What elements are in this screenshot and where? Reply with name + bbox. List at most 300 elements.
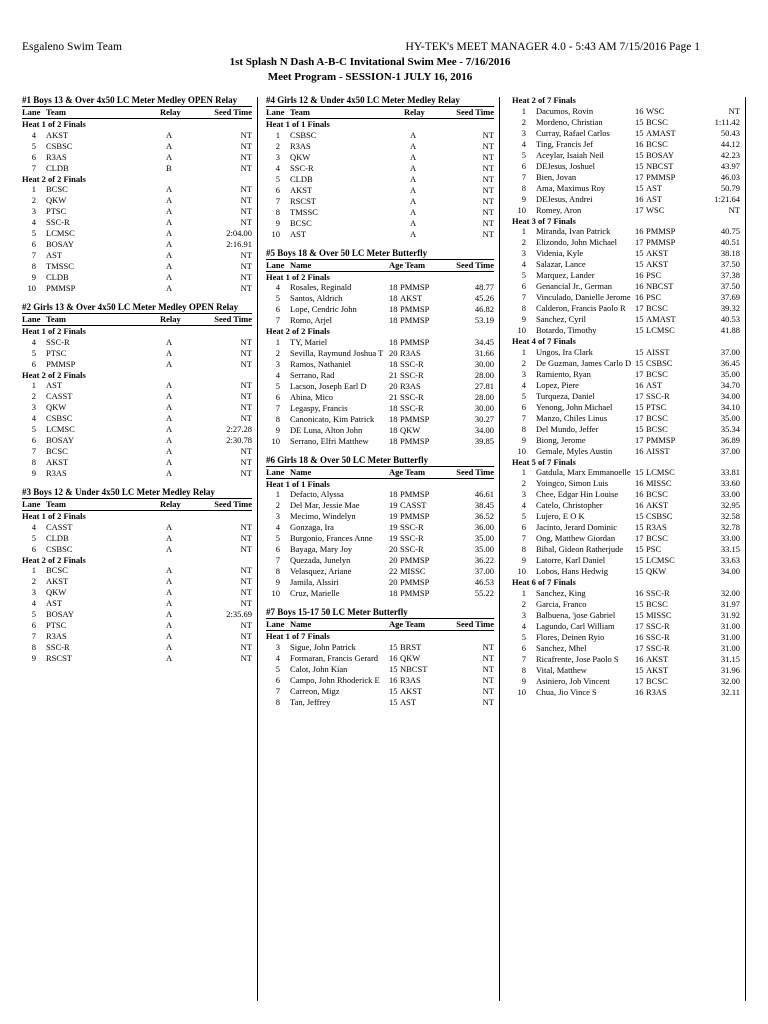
swimmer-age: 17 [635, 204, 644, 215]
lane-number: 5 [31, 228, 36, 238]
team-code: R3AS [646, 522, 667, 532]
lane-number: 6 [275, 674, 280, 685]
relay-letter: A [166, 435, 173, 445]
lane-number: 5 [275, 293, 280, 303]
swimmer-name: Ting, Francis Jef [536, 138, 594, 149]
seed-time: 42.23 [720, 149, 740, 160]
swimmer-age: 20 [389, 347, 398, 358]
lane-number: 9 [521, 314, 526, 324]
relay-letter: A [166, 347, 173, 358]
seed-time: NT [240, 250, 252, 260]
entry-row [266, 577, 494, 588]
seed-time: NT [482, 228, 494, 239]
swimmer-age: 16 [635, 631, 644, 642]
entry-row [512, 248, 740, 259]
seed-time: 28.00 [474, 369, 494, 380]
lane-number: 7 [521, 653, 526, 664]
swimmer-age: 15 [389, 685, 398, 696]
header-seed-time: Seed Time [214, 499, 252, 509]
entry-row [266, 315, 494, 326]
swimmer-age: 16 [635, 281, 644, 291]
seed-time: 1:11.42 [714, 116, 740, 127]
relay-letter: A [166, 402, 173, 412]
lane-number: 10 [517, 204, 526, 215]
entry-row [266, 425, 494, 436]
swimmer-name: Dacumos, Rovin [536, 105, 594, 116]
lane-number: 4 [275, 369, 280, 380]
seed-time: 34.70 [720, 379, 740, 390]
heat-label: Heat 1 of 1 Finals [266, 478, 330, 489]
lane-number: 1 [521, 226, 526, 236]
team-code: AKST [646, 259, 669, 269]
heat-label: Heat 1 of 7 Finals [266, 631, 330, 641]
swimmer-name: Gonzaga, Ira [290, 522, 334, 532]
team-code: PSC [646, 292, 662, 302]
lane-number: 10 [517, 686, 526, 697]
team-code: LCMSC [646, 325, 675, 335]
swimmer-name: Elizondo, John Michael [536, 237, 617, 247]
lane-number: 1 [275, 129, 280, 140]
entry-row [266, 229, 494, 240]
swimmer-age: 17 [635, 675, 644, 686]
lane-number: 6 [521, 281, 526, 291]
header-seed-time: Seed Time [456, 466, 494, 477]
team-code: BCSC [646, 675, 668, 686]
session-title: Meet Program - SESSION-1 JULY 16, 2016 [267, 71, 473, 83]
lane-number: 5 [521, 390, 526, 401]
lane-number: 10 [271, 588, 280, 598]
swimmer-name: DEJesus, Joshuel [536, 160, 596, 171]
software-stamp: HY-TEK's MEET MANAGER 4.0 - 5:43 AM 7/15/2016 Page 1 [405, 41, 700, 53]
seed-time: 46.82 [474, 304, 494, 314]
event-3 [22, 487, 252, 664]
entry-row [512, 380, 740, 391]
lane-number: 3 [31, 402, 36, 412]
lane-number: 10 [517, 325, 526, 335]
seed-time: 32.00 [720, 587, 740, 598]
relay-letter: A [166, 358, 173, 369]
lane-number: 5 [521, 511, 526, 521]
entry-row [266, 664, 494, 675]
seed-time: NT [482, 162, 494, 173]
swimmer-name: Mordeno, Christian [536, 116, 603, 127]
seed-time: NT [240, 402, 252, 412]
seed-time: 33.60 [720, 478, 740, 488]
event-title: #4 Girls 12 & Under 4x50 LC Meter Medley Relay [266, 95, 460, 105]
entry-row [512, 588, 740, 599]
entry-row [512, 358, 740, 369]
entry-row [22, 283, 252, 294]
team-code: BCSC [646, 489, 668, 499]
entry-row [512, 544, 740, 555]
swimmer-name: Balbuena, 'jose Gabriel [536, 609, 616, 620]
entry-row [512, 676, 740, 687]
entry-row [22, 217, 252, 228]
relay-letter: A [166, 217, 173, 227]
swimmer-name: Yenong, John Michael [536, 401, 613, 412]
entry-row [22, 348, 252, 359]
relay-letter: A [410, 217, 417, 228]
team-code: MISSC [646, 478, 672, 488]
team-code: AST [400, 696, 417, 707]
entry-row [266, 207, 494, 218]
swimmer-age: 15 [635, 566, 644, 576]
seed-time: 41.88 [720, 325, 740, 335]
lane-number: 9 [521, 555, 526, 565]
swimmer-age: 15 [635, 467, 644, 477]
seed-time: 30.27 [474, 413, 494, 424]
swimmer-age: 20 [389, 380, 398, 391]
header-name: Name [290, 619, 312, 629]
lane-number: 5 [31, 140, 36, 151]
lane-number: 3 [521, 248, 526, 258]
entry-row [266, 370, 494, 381]
relay-letter: A [166, 261, 173, 271]
event-title: #6 Girls 18 & Over 50 LC Meter Butterfly [266, 454, 429, 465]
seed-time: NT [240, 195, 252, 205]
seed-time: 38.18 [720, 248, 740, 258]
team-code: PSC [646, 270, 662, 280]
lane-number: 4 [521, 138, 526, 149]
header-lane: Lane [22, 314, 41, 324]
swimmer-name: Gatdula, Marx Emmanoelle [536, 467, 631, 477]
swimmer-age: 18 [389, 413, 398, 424]
entry-row [512, 478, 740, 489]
lane-number: 4 [521, 259, 526, 269]
seed-time: 35.34 [720, 423, 740, 434]
swimmer-name: Lope, Cendric John [290, 304, 357, 314]
header-relay: Relay [404, 107, 425, 117]
entry-row [22, 413, 252, 424]
team-code: AST [646, 379, 663, 390]
relay-letter: A [166, 272, 173, 282]
relay-letter: A [166, 576, 173, 586]
team-code: SSC-R [646, 620, 670, 631]
entry-row [512, 391, 740, 402]
entry-row [266, 511, 494, 522]
event-title: #3 Boys 12 & Under 4x50 LC Meter Medley Relay [22, 487, 215, 497]
lane-number: 5 [31, 532, 36, 543]
seed-time: 35.00 [720, 368, 740, 379]
lane-number: 9 [275, 577, 280, 587]
lane-number: 4 [31, 336, 36, 347]
lane-number: 9 [31, 272, 36, 282]
team-code: QKW [646, 566, 667, 576]
swimmer-age: 18 [389, 358, 398, 369]
lane-number: 5 [275, 533, 280, 543]
team-code: CSBSC [46, 543, 73, 554]
entry-row [266, 141, 494, 152]
seed-time: 36.22 [474, 555, 494, 565]
swimmer-name: Lopez, Piere [536, 379, 579, 390]
lane-number: 6 [521, 642, 526, 653]
lane-number: 5 [521, 631, 526, 642]
team-code: SSC-R [400, 391, 424, 402]
entry-row [266, 403, 494, 414]
column-divider [745, 97, 746, 1001]
entry-row [22, 391, 252, 402]
heat-label: Heat 2 of 7 Finals [512, 95, 576, 105]
swimmer-age: 16 [635, 489, 644, 499]
swimmer-name: Botardo, Timothy [536, 325, 597, 335]
swimmer-name: Catelo, Christopher [536, 500, 603, 510]
swimmer-age: 18 [389, 315, 398, 325]
relay-letter: A [166, 642, 173, 652]
lane-number: 5 [275, 173, 280, 184]
team-code: AST [46, 598, 63, 608]
team-code: SSC-R [646, 587, 670, 598]
team-code: R3AS [400, 674, 421, 685]
seed-time: NT [482, 129, 494, 140]
relay-letter: B [166, 162, 172, 173]
swimmer-name: Bien, Jovan [536, 171, 577, 182]
seed-time: 39.32 [720, 303, 740, 313]
swimmer-age: 16 [635, 500, 644, 510]
seed-time: 44.12 [720, 138, 740, 149]
team-code: PMMSP [400, 511, 430, 521]
entry-row [22, 261, 252, 272]
entry-row [512, 435, 740, 446]
lane-number: 6 [275, 544, 280, 554]
swimmer-name: Sanchez, Mhel [536, 642, 587, 653]
column-header [266, 618, 494, 631]
swimmer-age: 20 [389, 577, 398, 587]
seed-time: NT [240, 468, 252, 478]
team-code: TMSSC [46, 261, 74, 271]
team-code: SSC-R [400, 358, 424, 369]
swimmer-name: Bibal, Gideon Ratherjude [536, 544, 624, 554]
header-lane: Lane [22, 499, 41, 509]
entry-row [512, 643, 740, 654]
seed-time: NT [240, 358, 252, 369]
entry-row [22, 337, 252, 348]
relay-letter: A [166, 424, 173, 434]
swimmer-age: 15 [389, 641, 398, 652]
header-age-team: Age Team [389, 466, 426, 477]
entry-row [22, 565, 252, 576]
lane-number: 7 [31, 631, 36, 641]
team-code: AKST [400, 685, 423, 696]
entry-row [266, 522, 494, 533]
swimmer-age: 18 [389, 489, 398, 499]
seed-time: NT [240, 457, 252, 467]
swimmer-name: Del Mar, Jessie Mae [290, 500, 360, 510]
swimmer-age: 16 [635, 379, 644, 390]
swimmer-age: 18 [389, 588, 398, 598]
column-header [22, 498, 252, 511]
team-code: BOSAY [46, 609, 75, 619]
swimmer-name: Sanchez, Cyril [536, 314, 587, 324]
lane-number: 6 [275, 184, 280, 195]
seed-time: 37.38 [720, 270, 740, 280]
header-relay: Relay [160, 499, 181, 509]
seed-time: 39.85 [474, 435, 494, 446]
entry-row [266, 500, 494, 511]
seed-time: 33.00 [720, 489, 740, 499]
swimmer-name: Mecimo, Windelyn [290, 511, 356, 521]
lane-number: 5 [31, 424, 36, 434]
seed-time: 31.00 [720, 642, 740, 653]
lane-number: 10 [517, 445, 526, 456]
swimmer-age: 16 [389, 674, 398, 685]
lane-number: 9 [521, 434, 526, 445]
swimmer-name: Romey, Aron [536, 204, 582, 215]
seed-time: 35.00 [720, 412, 740, 423]
lane-number: 4 [275, 282, 280, 292]
team-code: PTSC [46, 206, 67, 216]
lane-number: 2 [275, 140, 280, 151]
entry-row [22, 141, 252, 152]
seed-time: 37.00 [720, 445, 740, 456]
heat-label: Heat 6 of 7 Finals [512, 577, 576, 587]
header-age-team: Age Team [389, 619, 426, 629]
header-name: Name [290, 466, 312, 477]
lane-number: 7 [31, 446, 36, 456]
lane-number: 2 [31, 195, 36, 205]
team-code: WSC [646, 204, 665, 215]
entry-row [266, 533, 494, 544]
swimmer-age: 15 [635, 401, 644, 412]
swimmer-name: Sigue, John Patrick [290, 641, 356, 652]
seed-time: 40.53 [720, 314, 740, 324]
team-code: SSC-R [400, 533, 424, 543]
seed-time: 40.51 [720, 237, 740, 247]
entry-row [512, 599, 740, 610]
swimmer-name: Chua, Jio Vince S [536, 686, 597, 697]
seed-time: 32.78 [720, 522, 740, 532]
team-code: BCSC [646, 598, 668, 609]
team-code: LCMSC [46, 424, 75, 434]
swimmer-name: Marquez, Lander [536, 270, 595, 280]
swimmer-age: 19 [389, 500, 398, 510]
relay-letter: A [166, 206, 173, 216]
lane-number: 4 [31, 521, 36, 532]
lane-number: 8 [31, 261, 36, 271]
entry-row [22, 250, 252, 261]
swimmer-age: 20 [389, 544, 398, 554]
seed-time: NT [240, 631, 252, 641]
seed-time: 2:30.78 [226, 435, 252, 445]
header-seed-time: Seed Time [456, 619, 494, 629]
swimmer-name: Serrano, Rad [290, 369, 335, 380]
seed-time: 37.50 [720, 259, 740, 269]
entry-row [266, 642, 494, 653]
entry-row [266, 686, 494, 697]
swimmer-age: 15 [635, 664, 644, 675]
team-code: R3AS [290, 140, 311, 151]
seed-time: 28.00 [474, 391, 494, 402]
team-code: QKW [46, 402, 67, 412]
seed-time: 53.19 [474, 315, 494, 325]
seed-time: 2:16.91 [226, 239, 252, 249]
lane-number: 8 [275, 696, 280, 707]
relay-letter: A [166, 184, 173, 194]
seed-time: NT [482, 663, 494, 674]
seed-time: NT [240, 565, 252, 575]
entry-row [512, 632, 740, 643]
swimmer-name: Lagundo, Carl William [536, 620, 615, 631]
team-code: BCSC [290, 217, 312, 228]
entry-row [22, 163, 252, 174]
lane-number: 6 [31, 358, 36, 369]
heat-label: Heat 2 of 2 Finals [22, 554, 86, 565]
lane-number: 7 [275, 555, 280, 565]
lane-number: 9 [275, 424, 280, 435]
seed-time: 33.81 [720, 467, 740, 477]
team-code: AKST [646, 248, 669, 258]
seed-time: NT [240, 653, 252, 663]
team-code: AST [46, 380, 63, 390]
team-code: PMMSP [400, 435, 430, 446]
seed-time: NT [240, 598, 252, 608]
team-code: QKW [400, 424, 421, 435]
seed-time: NT [240, 162, 252, 173]
lane-number: 7 [521, 292, 526, 302]
seed-time: 36.52 [474, 511, 494, 521]
lane-number: 3 [31, 587, 36, 597]
lane-number: 6 [31, 435, 36, 445]
lane-number: 8 [521, 544, 526, 554]
swimmer-age: 15 [635, 598, 644, 609]
event-title: #2 Girls 13 & Over 4x50 LC Meter Medley OPEN Relay [22, 302, 239, 312]
seed-time: 35.00 [474, 533, 494, 543]
swimmer-name: Videnia, Kyle [536, 248, 584, 258]
header-name: Name [290, 259, 312, 270]
seed-time: NT [240, 521, 252, 532]
entry-row [512, 665, 740, 676]
team-code: SSC-R [400, 402, 424, 413]
team-code: CASST [46, 391, 73, 401]
lane-number: 10 [27, 283, 36, 293]
lane-number: 5 [31, 609, 36, 619]
swimmer-age: 16 [635, 138, 644, 149]
swimmer-age: 15 [635, 522, 644, 532]
entry-row [512, 610, 740, 621]
entry-row [512, 303, 740, 314]
swimmer-name: Bayaga, Mary Joy [290, 544, 353, 554]
event-7 [266, 607, 494, 708]
seed-time: 31.00 [720, 631, 740, 642]
swimmer-name: Campo, John Rhoderick E [290, 674, 380, 685]
entry-row [512, 183, 740, 194]
lane-number: 7 [521, 533, 526, 543]
meet-title: 1st Splash N Dash A-B-C Invitational Swim Mee - 7/16/2016 [229, 56, 511, 68]
relay-letter: A [166, 250, 173, 260]
seed-time: 31.00 [720, 620, 740, 631]
relay-letter: A [166, 228, 173, 238]
team-code: SSC-R [646, 642, 670, 653]
lane-number: 3 [521, 127, 526, 138]
heat-label: Heat 1 of 1 Finals [266, 119, 330, 129]
entry-row [266, 293, 494, 304]
entry-row [512, 555, 740, 566]
seed-time: 36.45 [720, 357, 740, 368]
swimmer-age: 17 [635, 412, 644, 423]
heat-label: Heat 1 of 2 Finals [22, 119, 86, 129]
entry-row [266, 566, 494, 577]
swimmer-name: Lacson, Joseph Earl D [290, 380, 367, 391]
relay-letter: A [166, 587, 173, 597]
relay-letter: A [410, 184, 417, 195]
entry-row [512, 128, 740, 139]
team-code: PMMSP [400, 413, 430, 424]
swimmer-age: 16 [635, 292, 644, 302]
entry-row [266, 185, 494, 196]
heat-label: Heat 5 of 7 Finals [512, 456, 576, 467]
seed-time: 2:27.28 [226, 424, 252, 434]
seed-time: NT [482, 195, 494, 206]
swimmer-name: Vital, Matthew [536, 664, 587, 675]
